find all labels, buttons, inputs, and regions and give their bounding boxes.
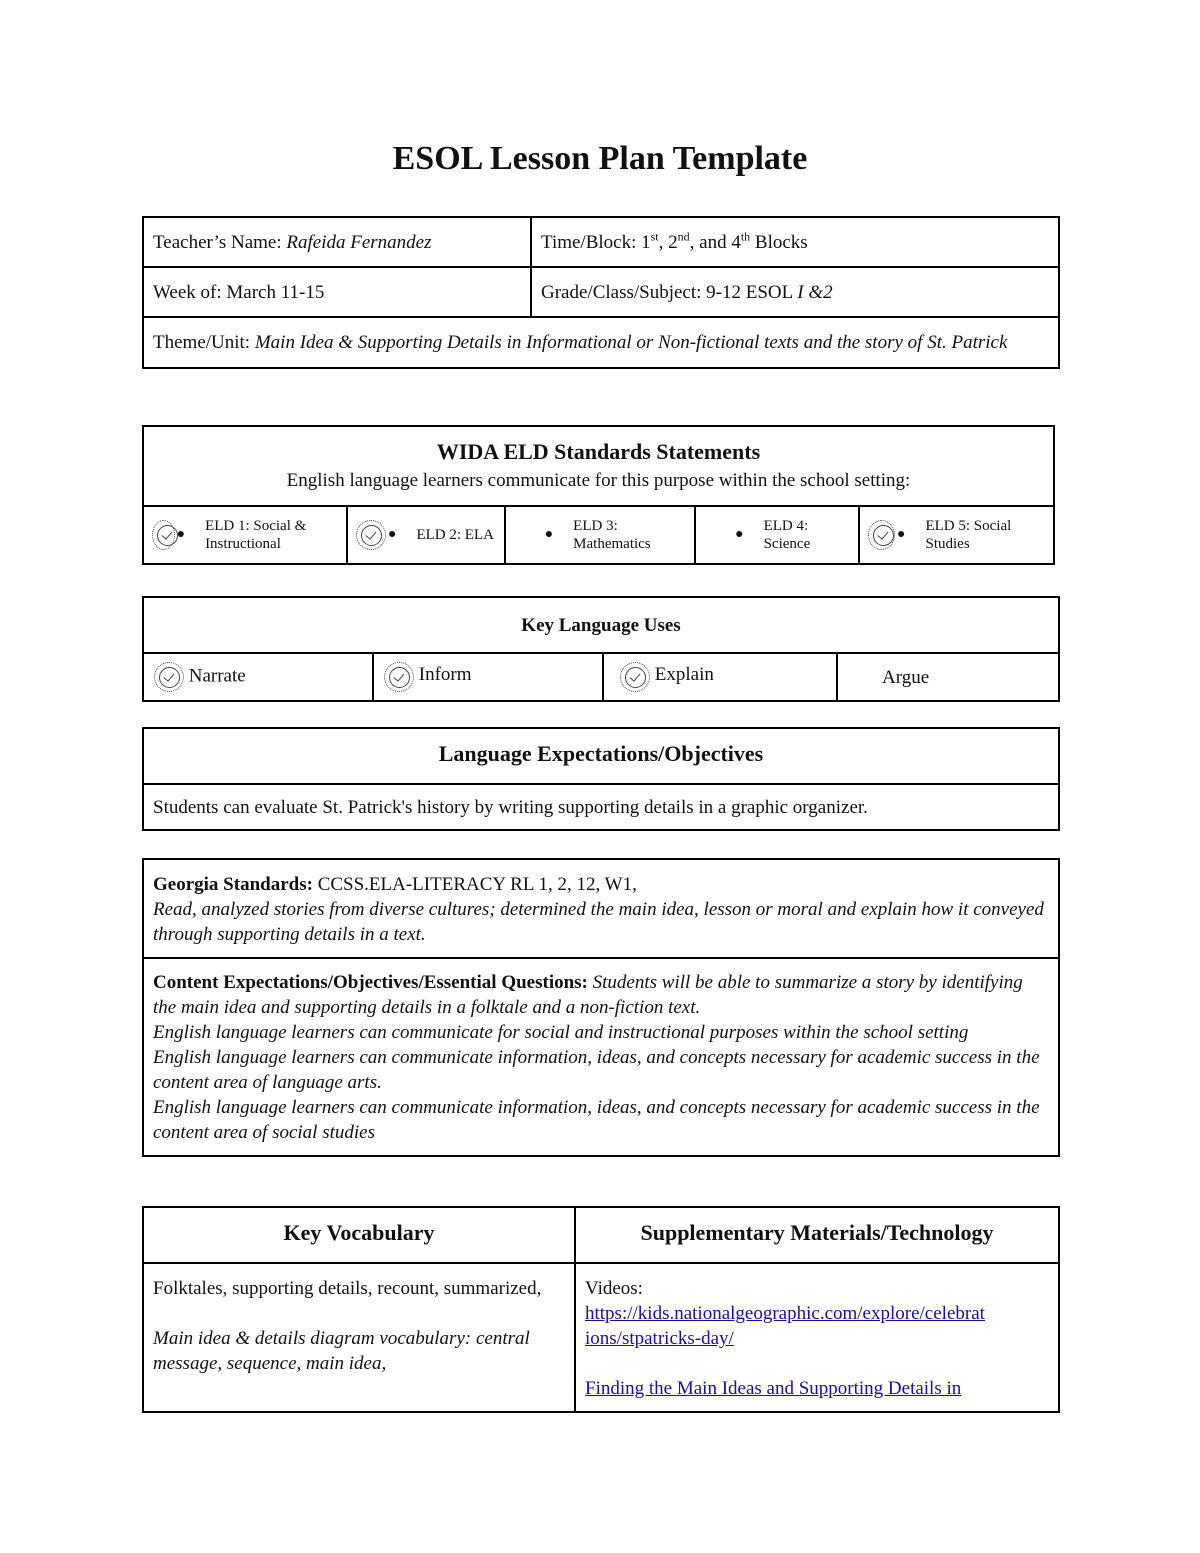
vocab-heading: Key Vocabulary	[143, 1207, 575, 1263]
theme-label: Theme/Unit:	[153, 332, 255, 353]
bullet-icon: ●	[176, 527, 186, 542]
checkmark-icon	[152, 520, 175, 550]
content-label: Content Expectations/Objectives/Essential Questions:	[153, 972, 588, 993]
teacher-label: Teacher’s Name:	[153, 232, 287, 253]
content-line-3: English language learners can communicate information, ideas, and concepts necessary for academic success in the content area of language arts.	[153, 1047, 1040, 1093]
grade-label: Grade/Class/Subject: 9-12 ESOL	[541, 282, 798, 303]
theme-cell	[143, 317, 1059, 368]
vocab-cell	[143, 1263, 575, 1412]
time-end: Blocks	[750, 232, 808, 253]
natgeo-link[interactable]: https://kids.nationalgeographic.com/explore/celebrations/stpatricks-day/	[585, 1303, 985, 1349]
checkmark-icon	[384, 662, 414, 692]
checkmark-icon	[154, 662, 184, 692]
eld-3-label: ELD 3: Mathematics	[573, 518, 651, 552]
objectives-text: Students can evaluate St. Patrick's history by writing supporting details in a graphic organizer.	[143, 784, 1059, 830]
klu-argue-cell	[837, 653, 1059, 701]
time-sup-3: th	[740, 229, 751, 244]
klu-narrate-label: Narrate	[188, 665, 246, 687]
teacher-cell	[143, 217, 531, 267]
eld-2-label: ELD 2: ELA	[416, 527, 494, 543]
eld-5-cell	[859, 506, 1054, 564]
key-language-table	[142, 596, 1060, 702]
content-cell	[143, 958, 1059, 1156]
time-mid-2: , and 4	[689, 232, 741, 253]
grade-cell	[531, 267, 1059, 317]
vocab-text-2: Main idea & details diagram vocabulary: central message, sequence, main idea,	[153, 1328, 530, 1374]
georgia-text: Read, analyzed stories from diverse cultures; determined the main idea, lesson or moral and explain how it conveyed through supporting details in a text.	[153, 899, 1044, 945]
klu-argue-label: Argue	[882, 666, 930, 688]
time-cell	[531, 217, 1059, 267]
bullet-icon: ●	[388, 527, 397, 542]
main-ideas-link[interactable]: Finding the Main Ideas and Supporting Details in	[585, 1378, 962, 1399]
info-table	[142, 216, 1060, 369]
georgia-cell	[143, 859, 1059, 958]
time-mid-1: , 2	[658, 232, 678, 253]
eld-5-label: ELD 5: Social Studies	[925, 518, 1012, 552]
teacher-value: Rafeida Fernandez	[286, 232, 432, 253]
klu-explain-cell	[603, 653, 837, 701]
eld-1-label: ELD 1: Social & Instructional	[205, 518, 307, 552]
objectives-heading: Language Expectations/Objectives	[143, 728, 1059, 784]
vocab-text-1: Folktales, supporting details, recount, summarized,	[153, 1278, 542, 1299]
klu-inform-cell	[373, 653, 603, 701]
standards-table	[142, 858, 1060, 1157]
klu-inform-label: Inform	[418, 664, 472, 685]
grade-value: I &2	[797, 282, 833, 303]
videos-label: Videos:	[585, 1278, 643, 1299]
wida-subheading: English language learners communicate for this purpose within the school setting:	[286, 470, 911, 491]
vocab-materials-table	[142, 1206, 1060, 1413]
bullet-icon: ●	[735, 527, 744, 542]
checkmark-icon	[868, 520, 895, 550]
time-sup-1: st	[650, 229, 659, 244]
week-label: Week of: March 11-15	[153, 282, 325, 303]
time-sup-2: nd	[677, 229, 690, 244]
klu-explain-label: Explain	[654, 664, 714, 685]
wida-table	[142, 425, 1055, 565]
georgia-label: Georgia Standards:	[153, 874, 313, 895]
bullet-icon: ●	[897, 527, 906, 542]
materials-heading: Supplementary Materials/Technology	[575, 1207, 1059, 1263]
week-cell	[143, 267, 531, 317]
klu-narrate-cell	[143, 653, 373, 701]
eld-4-label: ELD 4: Science	[763, 518, 811, 552]
content-line-2: English language learners can communicate for social and instructional purposes within the school setting	[153, 1022, 969, 1043]
wida-heading: WIDA ELD Standards Statements	[436, 439, 761, 464]
theme-value: Main Idea & Supporting Details in Informational or Non-fictional texts and the story of St. Patrick	[254, 332, 1008, 353]
bullet-icon: ●	[544, 527, 554, 542]
content-line-1: Students will be able to summarize a story by identifying the main idea and supporting details in a folktale and a non-fiction text.	[153, 972, 1023, 1018]
objectives-table	[142, 727, 1060, 831]
checkmark-icon	[620, 662, 650, 692]
eld-3-cell	[505, 506, 695, 564]
checkmark-icon	[356, 520, 386, 550]
time-label: Time/Block: 1	[541, 232, 651, 253]
materials-cell	[575, 1263, 1059, 1412]
content-line-4: English language learners can communicate information, ideas, and concepts necessary for academic success in the content area of social studies	[153, 1097, 1040, 1143]
page-title: ESOL Lesson Plan Template	[392, 140, 808, 177]
wida-header	[143, 426, 1054, 506]
eld-2-cell	[347, 506, 505, 564]
eld-4-cell	[695, 506, 859, 564]
georgia-code: CCSS.ELA-LITERACY RL 1, 2, 12, W1,	[312, 874, 637, 895]
key-language-heading: Key Language Uses	[143, 597, 1059, 653]
eld-1-cell	[143, 506, 347, 564]
